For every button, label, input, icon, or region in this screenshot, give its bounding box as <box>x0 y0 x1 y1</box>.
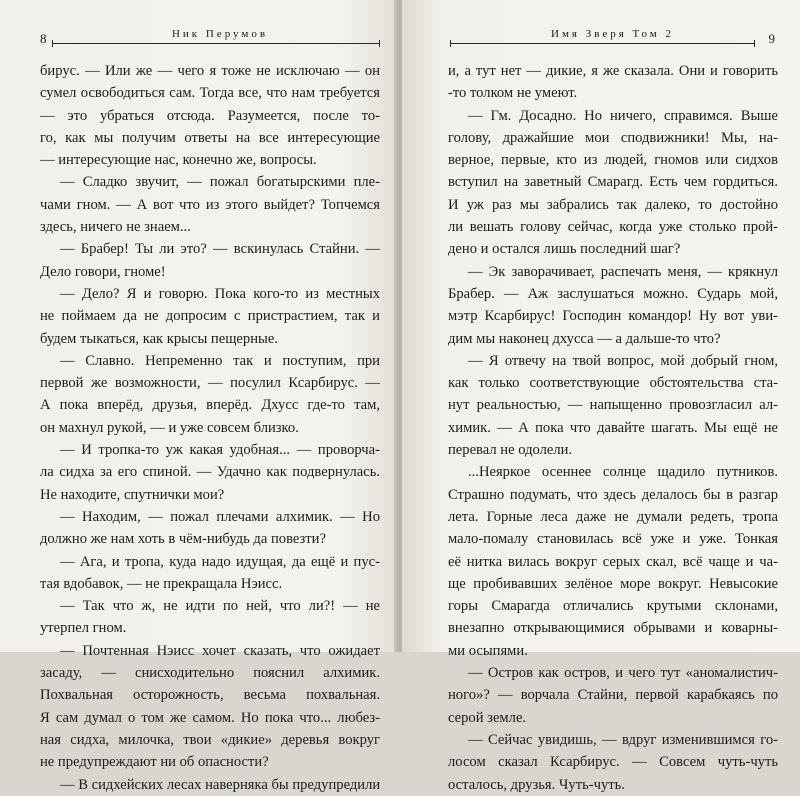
running-head-title: Имя Зверя Том 2 <box>551 28 674 40</box>
text-line: Я сам думал о том же самом. Но пока что... любез- <box>40 709 380 726</box>
text-line: ми осыпями. <box>448 642 528 659</box>
text-line: — Эк заворачивает, распечать меня, — крякнул <box>468 263 778 280</box>
text-line: внезапно открывающимися обрывами и коварны- <box>448 620 778 637</box>
text-line: — Находим, — пожал плечами алхимик. — Но <box>60 508 380 525</box>
text-line: мало-помалу становилась всё уже и уже. Тонкая <box>448 531 778 548</box>
text-line: — Ага, и тропа, куда надо идущая, да ещё и пус- <box>60 553 380 570</box>
text-line: сумел освободиться сам. Тогда все, что нам требуется <box>40 85 380 102</box>
text-line: — В сидхейских лесах наверняка бы предупредили <box>60 776 380 793</box>
text-line: лосом сказал Ксарбирус. — Совсем чуть-чуть <box>448 754 778 771</box>
page-number-right: 9 <box>768 31 775 46</box>
left-page-header <box>40 28 380 50</box>
text-line: и, а тут нет — дикие, я же сказала. Они и говорить <box>448 63 778 79</box>
text-line: Страшно подумать, что здесь делалось бы в разгар <box>448 486 778 503</box>
text-line: Дело говори, гноме! <box>40 263 166 280</box>
text-line: будем тыкаться, как крысы пещерные. <box>40 330 278 347</box>
text-line: — Дело? Я и говорю. Пока кого-то из местных <box>60 285 380 302</box>
text-line: лета. Горные леса даже не думали редеть, тропа <box>448 508 778 525</box>
text-line: — это убраться отсюда. Разумеется, после то- <box>40 107 380 124</box>
text-line: ла сидха за его спиной. — Удачно как подвернулась. <box>40 464 380 481</box>
text-line: — Сладко звучит, — пожал богатырскими пле- <box>60 174 380 191</box>
text-line: -то толком не умеют. <box>448 85 578 102</box>
text-line: — Остров как остров, и чего тут «аномалистич- <box>468 665 778 682</box>
left-page-text <box>40 60 380 796</box>
text-line: — Гм. Досадно. Но ничего, справимся. Выше <box>468 107 778 124</box>
text-line: — Так что ж, не идти по ней, что ли?! — не <box>60 598 380 615</box>
text-line: осталось, друзья. Чуть-чуть. <box>448 776 625 793</box>
running-head-author: Ник Перумов <box>171 28 269 40</box>
text-line: утерпел гном. <box>40 620 127 637</box>
text-line: Похвальная осторожность, весьма похвальная. <box>40 687 380 704</box>
text-line: как только соответствующие обстоятельства ста- <box>448 375 778 392</box>
text-line: вступил на заветный Смарагд. Есть чем гордиться. <box>448 174 778 191</box>
right-page <box>402 0 800 793</box>
text-line: дим мы наконец дхусса — а дальше-то что? <box>448 330 721 347</box>
text-line: тая вдобавок, — не прекращала Нэисс. <box>40 575 283 592</box>
text-line: — Славно. Непременно так и поступим, при <box>60 352 380 369</box>
text-line: чами гном. — А вот что из этого выйдет? Топчемся <box>40 196 380 213</box>
text-line: го, как мы получим ответы на все интересующие <box>40 129 380 146</box>
page-number-left: 8 <box>40 31 47 46</box>
text-line: не поймаем да не допросим с пристрастием, так и <box>40 308 380 325</box>
text-line: ...Неяркое осеннее солнце щадило путников. <box>468 464 778 481</box>
text-line: здесь, ничего не знаем... <box>40 219 191 236</box>
text-line: — Брабер! Ты ли это? — вскинулась Стайни. — <box>60 241 380 258</box>
text-line: должно же нам хоть в чём-нибудь да повезти? <box>40 531 326 548</box>
text-line: дено и остался лишь последний шаг? <box>448 241 681 258</box>
text-line: он махнул рукой, — и уже совсем близко. <box>40 419 299 436</box>
text-line: ли вешать голову сейчас, когда уже столько прой- <box>448 219 778 236</box>
text-line: серой земле. <box>448 709 527 726</box>
text-line: первой же возможности, — посулил Ксарбирус. — <box>40 375 380 392</box>
left-page <box>0 0 398 793</box>
text-line: не предупреждают ни об опасности? <box>40 754 269 771</box>
text-line: И уж раз мы забрались так далеко, то достойно <box>448 196 778 213</box>
right-page-text <box>448 60 778 796</box>
text-line: верное, первые, кто из людей, гномов или сидхов <box>448 152 778 169</box>
text-line: её нитка вилась вокруг серых скал, всё чаще и ча- <box>448 553 778 570</box>
text-line: засаду, — снисходительно пояснил алхимик. <box>40 665 380 682</box>
text-line: Не находите, спутнички мои? <box>40 486 225 503</box>
header-rule-left <box>52 43 380 44</box>
text-line: — Сейчас увидишь, — вдруг изменившимся го- <box>468 731 778 748</box>
text-line: ного»? — ворчала Стайни, первой карабкаясь по <box>448 687 778 704</box>
text-line: — Я отвечу на твой вопрос, мой добрый гном, <box>468 352 778 369</box>
text-line: мэтр Ксарбирус! Господин командор! Ну вот уви- <box>448 308 778 325</box>
text-line: ная сидха, милочка, твои «дикие» деревья вокруг <box>40 731 380 748</box>
right-page-header <box>450 28 775 50</box>
text-line: перевал не одолели. <box>448 442 573 459</box>
text-line: бирус. — Или же — чего я тоже не исключаю — он <box>40 63 380 79</box>
text-line: — И тропка-то уж какая удобная... — проворча- <box>60 442 380 459</box>
text-line: нут реальностью, — напыщенно провозгласил ал- <box>448 397 778 414</box>
text-line: А пока вперёд, друзья, вперёд. Дхусс где-то там, <box>40 397 380 414</box>
text-line: химик. — А пока что давайте шагать. Мы ещё не <box>448 419 778 436</box>
text-line: горы Смарагда отличались крутыми склонами, <box>448 598 778 615</box>
text-line: Брабер. — Аж заслушаться можно. Сударь мой, <box>448 285 778 302</box>
text-line: голову, дражайшие мои сподвижники! Мы, на- <box>448 129 778 146</box>
text-line: — интересующие нас, конечно же, вопросы. <box>40 152 317 169</box>
text-line: ще пробивавших зелёное море вокруг. Невысокие <box>448 575 778 592</box>
header-rule-right <box>450 43 755 44</box>
text-line: — Почтенная Нэисс хочет сказать, что ожидает <box>60 642 380 659</box>
